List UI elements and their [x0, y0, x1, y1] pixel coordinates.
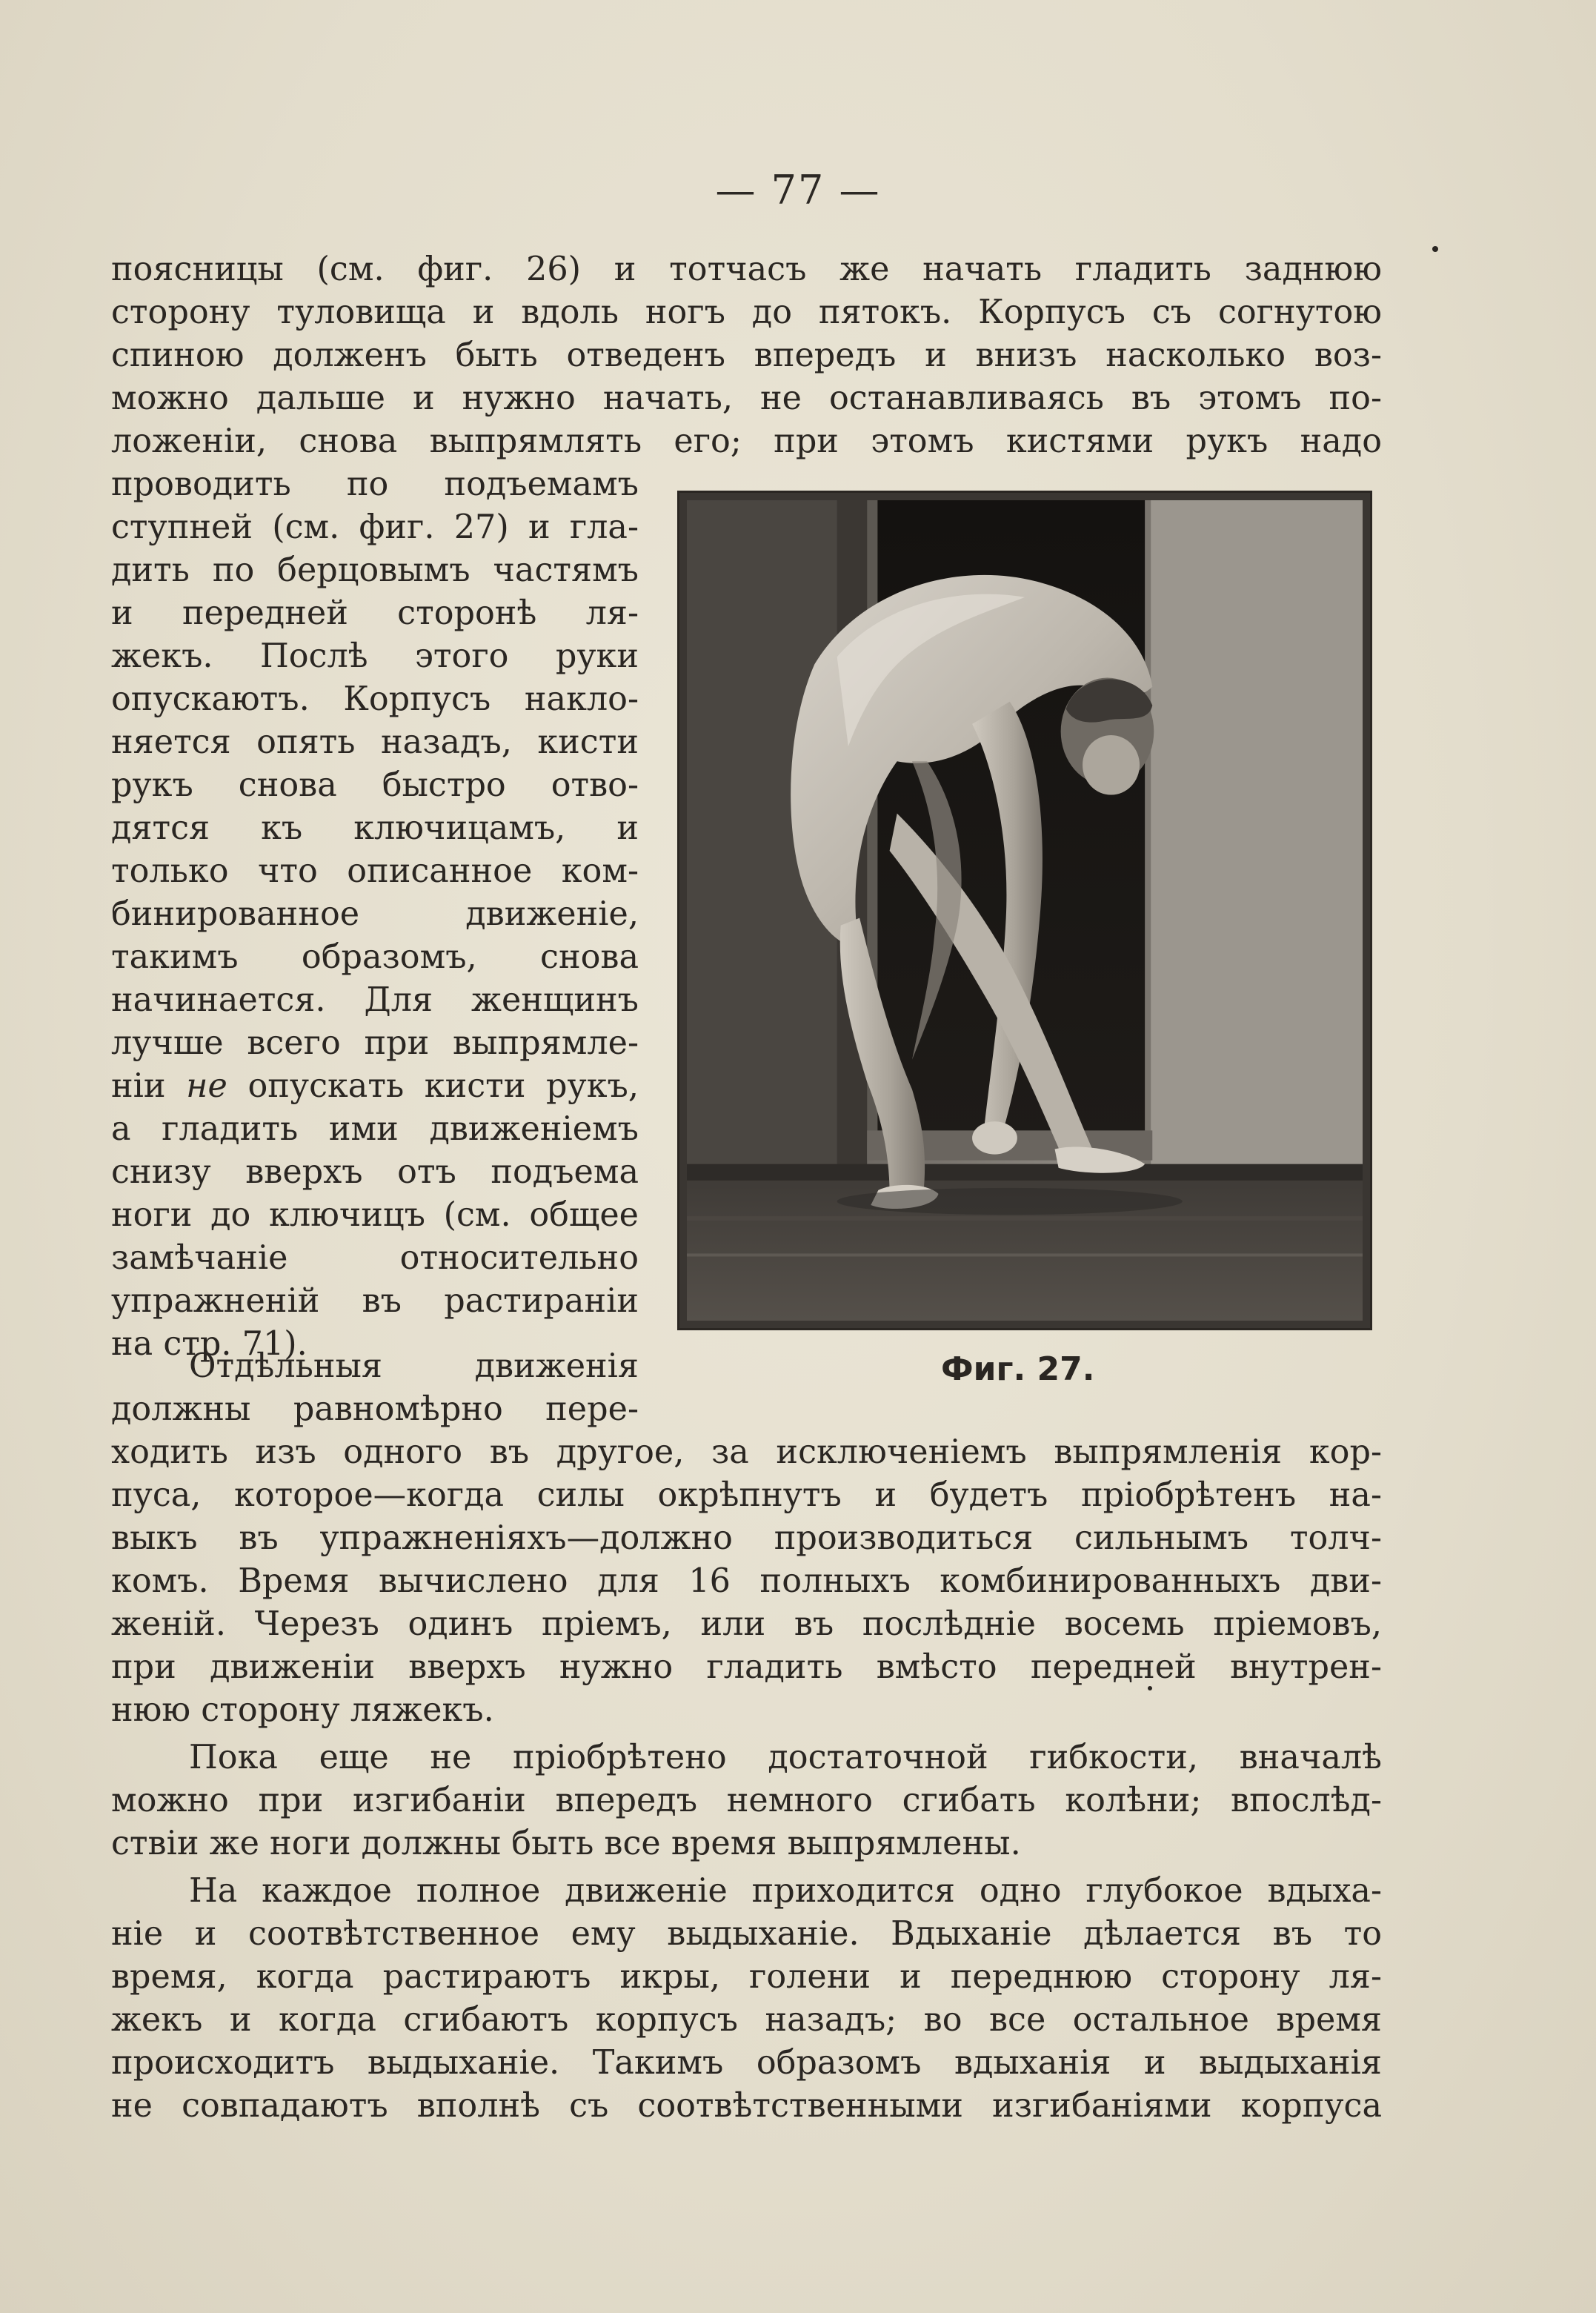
text-line: ложенiи, снова выпрямлять его; при этомъ кистями рукъ надо [111, 422, 1382, 460]
text-line: бинированное движенiе, [111, 895, 639, 933]
text-line: не совпадаютъ вполнѣ съ соотвѣтственными изгибанiями корпуса [111, 2087, 1382, 2125]
text-line: ходить изъ одного въ другое, за исключенiемъ выпрямленiя кор- [111, 1433, 1382, 1471]
text-line: должны равномѣрно пере- [111, 1390, 639, 1428]
text-line: при движенiи вверхъ нужно гладить вмѣсто передней внутрен- [111, 1648, 1382, 1686]
text-line: дятся къ ключицамъ, и [111, 809, 639, 847]
text-line: рукъ снова быстро отво- [111, 766, 639, 804]
italic-word: не [186, 1067, 227, 1105]
text-line [111, 1065, 639, 1108]
text-fragment: нiи [111, 1067, 166, 1105]
text-line: нiе и соотвѣтственное ему выдыханiе. Вдыханiе дѣлается въ то [111, 1915, 1382, 1953]
text-line: ноги до ключицъ (см. общее [111, 1196, 639, 1234]
text-line: ствiи же ноги должны быть все время выпрямлены. [111, 1825, 1021, 1862]
text-line: на стр. 71). [111, 1325, 307, 1363]
figure-photo [677, 491, 1372, 1330]
text-line: можно дальше и нужно начать, не останавливаясь въ этомъ по- [111, 379, 1382, 417]
photo-illustration [687, 500, 1363, 1321]
text-line: На каждое полное движенiе приходится одно глубокое вдыха- [189, 1872, 1382, 1910]
text-line: жекъ и когда сгибаютъ корпусъ назадъ; во все остальное время [111, 2001, 1382, 2039]
text-line: женiй. Черезъ одинъ прiемъ, или въ послѣднiе восемь прiемовъ, [111, 1605, 1382, 1643]
text-fragment: опускать кисти рукъ, [247, 1067, 639, 1105]
text-line: можно при изгибанiи впередъ немного сгибать колѣни; впослѣд- [111, 1782, 1382, 1819]
text-line: ступней (см. фиг. 27) и гла- [111, 508, 639, 546]
text-line: а гладить ими движенiемъ [111, 1110, 639, 1148]
text-line: выкъ въ упражненiяхъ—должно производиться сильнымъ толч- [111, 1519, 1382, 1557]
text-line: лучше всего при выпрямле- [111, 1024, 639, 1062]
text-line: начинается. Для женщинъ [111, 981, 639, 1019]
text-line: Отдѣльныя движенiя [189, 1347, 639, 1385]
figure-caption: Фиг. 27. [941, 1350, 1095, 1388]
text-line: сторону туловища и вдоль ногъ до пятокъ. Корпусъ съ согнутою [111, 293, 1382, 331]
text-line: дить по берцовымъ частямъ [111, 551, 639, 589]
text-line: время, когда растираютъ икры, голени и переднюю сторону ля- [111, 1958, 1382, 1996]
text-line: пуса, которое—когда силы окрѣпнутъ и будетъ прiобрѣтенъ на- [111, 1476, 1382, 1514]
text-line: происходитъ выдыханiе. Такимъ образомъ вдыханiя и выдыханiя [111, 2044, 1382, 2082]
text-line: Пока еще не прiобрѣтено достаточной гибкости, вначалѣ [189, 1739, 1382, 1776]
text-line: опускаютъ. Корпусъ накло- [111, 680, 639, 718]
text-line: замѣчанiе относительно [111, 1239, 639, 1277]
text-line: упражненiй въ растиранiи [111, 1282, 639, 1320]
text-line: спиною долженъ быть отведенъ впередъ и внизъ насколько воз- [111, 336, 1382, 374]
text-line: проводить по подъемамъ [111, 465, 639, 503]
text-line: такимъ образомъ, снова [111, 938, 639, 976]
print-speck [1432, 246, 1438, 252]
text-line: нюю сторону ляжекъ. [111, 1691, 494, 1729]
text-line: снизу вверхъ отъ подъема [111, 1153, 639, 1191]
text-line: поясницы (см. фиг. 26) и тотчасъ же начать гладить заднюю [111, 250, 1382, 288]
page-number: — 77 — [715, 167, 881, 213]
text-line: няется опять назадъ, кисти [111, 723, 639, 761]
print-speck [1148, 1686, 1152, 1690]
text-line: только что описанное ком- [111, 852, 639, 890]
text-line: и передней сторонѣ ля- [111, 594, 639, 632]
text-line: жекъ. Послѣ этого руки [111, 637, 639, 675]
man-bending-forward-photo [687, 500, 1363, 1321]
text-line: комъ. Время вычислено для 16 полныхъ комбинированныхъ дви- [111, 1562, 1382, 1600]
